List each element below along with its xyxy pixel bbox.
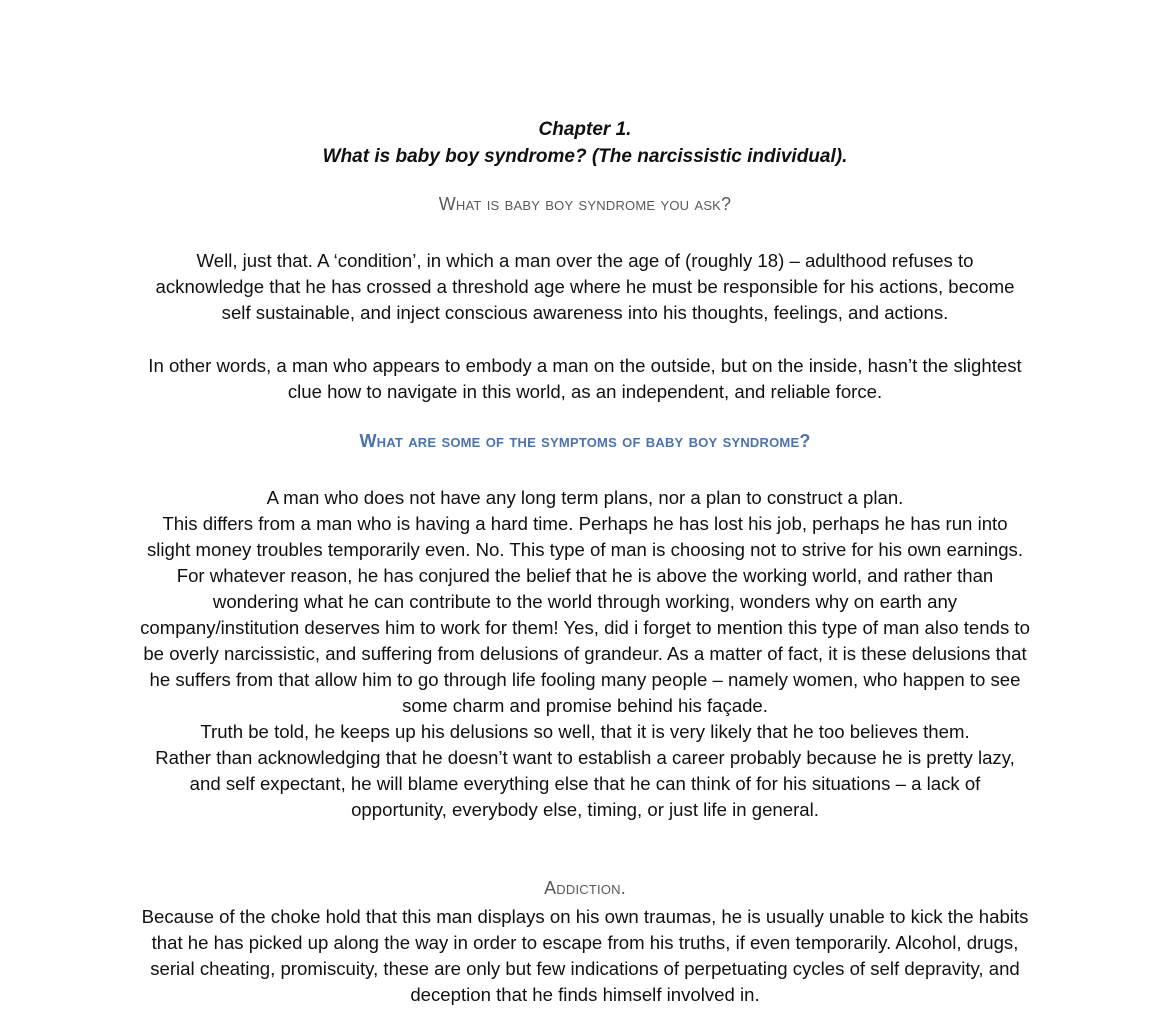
paragraph-text: In other words, a man who appears to embody a man on the outside, but on the inside, hasn’t the slightest clue how to navigate in this world, as an independent, and reliable force. bbox=[148, 355, 1022, 402]
paragraph-text: Because of the choke hold that this man displays on his own traumas, he is usually unable to kick the habits that he has picked up along the way in order to escape from his truths, if even temporarily. Alcohol, drugs, serial cheating, promiscuity, these are only but few indications of perpetuating cycles of self depravity, and deception that he finds himself involved in. bbox=[141, 906, 1029, 1005]
section-heading-addiction: Addiction. bbox=[544, 878, 626, 898]
section-heading-what-is: What is baby boy syndrome you ask? bbox=[438, 194, 732, 214]
symptoms-line: Rather than acknowledging that he doesn’t want to establish a career probably because he is pretty lazy, and self expectant, he will blame everything else that he can think of for his situations – a lack of opportunity, everybody else, timing, or just life in general. bbox=[155, 747, 1015, 820]
paragraph-addiction bbox=[140, 904, 1030, 1008]
paragraph-symptoms bbox=[140, 485, 1030, 823]
paragraph-definition bbox=[140, 248, 1030, 326]
symptoms-line: A man who does not have any long term plans, nor a plan to construct a plan. bbox=[266, 487, 904, 508]
paragraph-other-words bbox=[140, 353, 1030, 405]
chapter-title: What is baby boy syndrome? (The narcissistic individual). bbox=[322, 146, 848, 167]
symptoms-line: This differs from a man who is having a hard time. Perhaps he has lost his job, perhaps he has run into slight money troubles temporarily even. No. This type of man is choosing not to strive for his own earnings. For whatever reason, he has conjured the belief that he is above the working world, and rather than wondering what he can contribute to the world through working, wonders why on earth any company/institution deserves him to work for them! Yes, did i forget to mention this type of man also tends to be overly narcissistic, and suffering from delusions of grandeur. As a matter of fact, it is these delusions that he suffers from that allow him to go through life fooling many people – namely women, who happen to see some charm and promise behind his façade. bbox=[140, 513, 1030, 716]
symptoms-line: Truth be told, he keeps up his delusions so well, that it is very likely that he too believes them. bbox=[200, 721, 970, 742]
chapter-heading bbox=[140, 116, 1030, 170]
paragraph-text: Well, just that. A ‘condition’, in which a man over the age of (roughly 18) – adulthood refuses to acknowledge that he has crossed a threshold age where he must be responsible for his actions, become self sustainable, and inject conscious awareness into his thoughts, feelings, and actions. bbox=[155, 250, 1015, 323]
section-heading-symptoms: What are some of the symptoms of baby boy syndrome? bbox=[359, 431, 811, 451]
chapter-number: Chapter 1. bbox=[538, 119, 632, 140]
